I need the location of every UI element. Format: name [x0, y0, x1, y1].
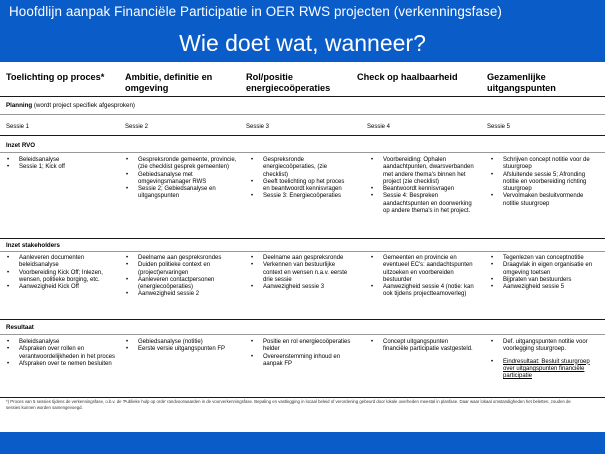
- page-title: Wie doet wat, wanneer?: [179, 30, 426, 56]
- result-cell-4: [370, 339, 474, 354]
- list-item: • Aanwezigheid sessie 2: [125, 291, 237, 298]
- list-item: • Beantwoordt kennisvragen: [370, 186, 474, 193]
- column-header-2: Ambitie, definitie en omgeving: [125, 72, 213, 93]
- divider-line: [0, 114, 605, 115]
- list-item: • Aanwezigheid sessie 3: [250, 284, 352, 291]
- rvo-cell-5: [490, 157, 598, 208]
- footnote: *) Proces van 5 sessies tijdens de verkenningsfase, o.b.v. de 'Publieke hulp op orde' randvoorwaarden in de voorverkenningsfase. Bepaling en vastlegging in locaal beleid of verordening gebeurd door lokale overheden meestal in planfase. Daar waar lokaal omstandigheden het beletten, zouden de sessies kunnen worden samengevoegd.: [6, 399, 571, 410]
- list-item: • Positie en rol energiecoöperaties helder: [250, 339, 352, 354]
- stakeholders-cell-2: [125, 255, 237, 299]
- list-item: • Gespreksronde gemeente, provincie, (zie checklist gesprek gemeenten): [125, 157, 237, 172]
- list-item: • Sessie 1; Kick off: [6, 164, 118, 171]
- divider-line: [0, 135, 605, 136]
- list-item: • Aanleveren documenten beleidsanalyse: [6, 255, 118, 270]
- list-item: • Bijpraten van bestuurders: [490, 277, 598, 284]
- document-subtitle: Hoofdlijn aanpak Financiële Participatie in OER RWS projecten (verkenningsfase): [9, 4, 502, 19]
- list-item: • Aanwezigheid Kick Off: [6, 284, 118, 291]
- divider-line: [0, 397, 605, 398]
- section-label-rvo: Inzet RVO: [6, 142, 36, 149]
- list-item: • Concept uitgangspunten financiële participatie vastgesteld.: [370, 339, 474, 354]
- session-label: Sessie 2: [125, 124, 149, 130]
- list-item: • Draagvlak in eigen organisatie en omgeving toetsen: [490, 262, 598, 277]
- footer-bar: [0, 432, 605, 454]
- list-item: • Def. uitgangspunten notitie voor voorlegging stuurgroep.: [490, 339, 598, 354]
- list-item: • Geeft toelichting op het proces en beantwoordt kennisvragen: [250, 179, 352, 194]
- divider-line: [0, 334, 605, 335]
- divider-line: [0, 319, 605, 320]
- divider-line: [0, 238, 605, 239]
- rvo-cell-2: [125, 157, 237, 201]
- result-cell-5: [490, 339, 598, 380]
- list-item: • Duiden politieke context en (project)ervaringen: [125, 262, 237, 277]
- list-item: • Sessie 3: Energiecoöperaties: [250, 193, 352, 200]
- stakeholders-cell-4: [370, 255, 476, 299]
- list-item: • Sessie 4: Bespreken aandachtspunten en doorwerking op andere thema's in het project.: [370, 193, 474, 215]
- list-item: • Voorbereiding Kick Off; Inlezen, wensen, politieke borging, etc.: [6, 270, 118, 285]
- section-label-resultaat: Resultaat: [6, 324, 34, 331]
- list-item: • Verkennen van bestuurlijke context en wensen n.a.v. eerste drie sessie: [250, 262, 352, 284]
- list-item: • Afspraken over te nemen besluiten: [6, 361, 118, 368]
- list-item: • Deelname aan gespreksronde: [250, 255, 352, 262]
- list-item: • Voorbereiding: Ophalen aandachtpunten, dwarsverbanden met andere thema's binnen het project (zie checklist): [370, 157, 474, 186]
- list-item: • Afsluitende sessie 5; Afronding notitie en voorbereiding richting stuurgroep: [490, 172, 598, 194]
- divider-line: [0, 251, 605, 252]
- list-item: • Aanwezigheid sessie 5: [490, 284, 598, 291]
- list-item: • Gemeenten en provincie en eventueel EC's: aandachtspunten uitzoeken en voorbereiden bestuurder: [370, 255, 476, 284]
- section-label-stakeholders: Inzet stakeholders: [6, 242, 60, 249]
- list-item: • Deelname aan gespreksrondes: [125, 255, 237, 262]
- rvo-cell-3: [250, 157, 352, 201]
- planning-label: Planning (wordt project specifiek afgesproken): [6, 102, 135, 109]
- list-item: • Gebiedsanalyse met omgevingsmanager RWS: [125, 172, 237, 187]
- result-cell-1: [6, 339, 118, 368]
- final-result-text: Eindresultaat: Besluit stuurgroep over uitgangspunten financiële participatie: [503, 358, 590, 380]
- session-label: Sessie 3: [246, 124, 270, 130]
- rvo-cell-1: [6, 157, 118, 172]
- list-item: • Gebiedsanalyse (notitie): [125, 339, 237, 346]
- column-header-3: Rol/positie energiecoöperaties: [246, 72, 331, 93]
- list-item: • Vervolmaken besluitvormende notitie stuurgroep: [490, 193, 598, 208]
- session-label: Sessie 5: [487, 124, 511, 130]
- session-label: Sessie 4: [367, 124, 391, 130]
- column-header-4: Check op haalbaarheid: [357, 72, 458, 82]
- list-item: • Afspraken over rollen en verantwoordelijkheden in het proces: [6, 346, 118, 361]
- stakeholders-cell-5: [490, 255, 598, 291]
- rvo-cell-4: [370, 157, 474, 215]
- list-item: • Beleidsanalyse: [6, 339, 118, 346]
- divider-line: [0, 152, 605, 153]
- result-cell-2: [125, 339, 237, 354]
- column-header-5: Gezamenlijke uitgangspunten: [487, 72, 556, 93]
- list-item: • Sessie 2; Gebiedsanalyse en uitgangspunten: [125, 186, 237, 201]
- list-item: [490, 359, 598, 381]
- list-item: • Beleidsanalyse: [6, 157, 118, 164]
- list-item: • Eerste versie uitgangspunten FP: [125, 346, 237, 353]
- list-item: • Overeenstemming inhoud en aanpak FP: [250, 354, 352, 369]
- stakeholders-cell-1: [6, 255, 118, 291]
- divider-line: [0, 96, 605, 97]
- list-item: • Gespreksronde energiecoöperaties, (zie checklist): [250, 157, 352, 179]
- header-banner: [0, 0, 605, 62]
- result-cell-3: [250, 339, 352, 368]
- list-item: • Tegenlezen van conceptnotitie: [490, 255, 598, 262]
- session-label: Sessie 1: [6, 124, 30, 130]
- list-item: • Aanleveren contactpersonen (energiecoöperaties): [125, 277, 237, 292]
- column-header-1: Toelichting op proces*: [6, 72, 105, 82]
- stakeholders-cell-3: [250, 255, 352, 291]
- list-item: • Schrijven concept notitie voor de stuurgroep: [490, 157, 598, 172]
- list-item: • Aanwezigheid sessie 4 (notie: kan ook tijdens projectteamoverleg): [370, 284, 476, 299]
